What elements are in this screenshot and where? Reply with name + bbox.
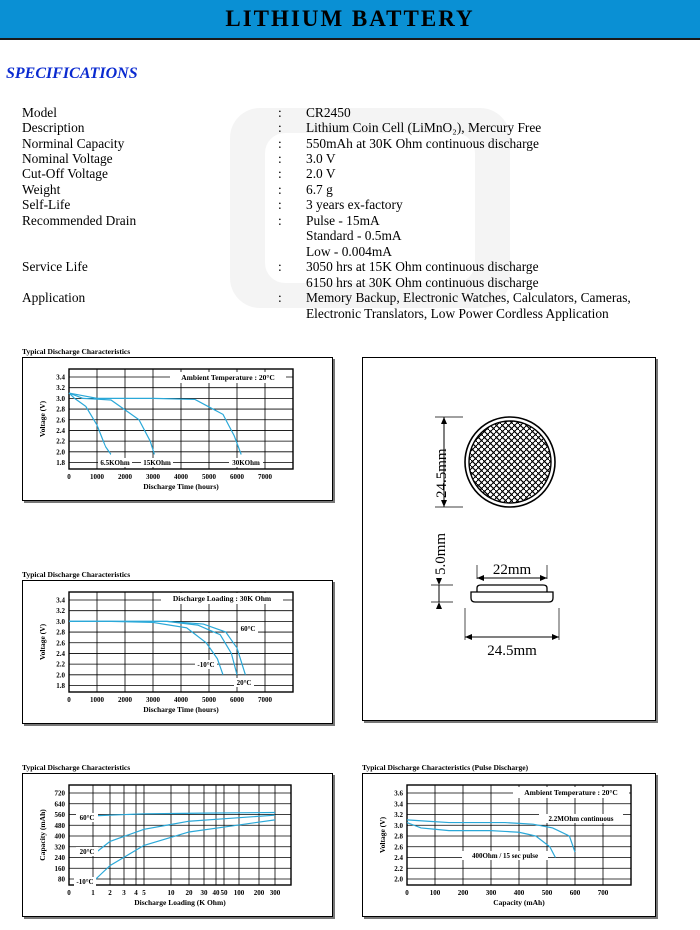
spec-value: Standard - 0.5mA	[306, 228, 402, 243]
series-label: 15KOhm	[143, 459, 171, 467]
x-tick-label: 100	[429, 889, 441, 897]
x-tick-label: 4	[134, 889, 138, 897]
height-label: 5.0mm	[433, 532, 449, 575]
y-tick-label: 2.4	[56, 649, 65, 658]
spec-label: Recommended Drain	[22, 213, 137, 228]
x-tick-label: 2	[108, 889, 112, 897]
y-tick-label: 2.4	[394, 854, 403, 862]
y-tick-label: 3.6	[394, 789, 403, 798]
y-tick-label: 2.2	[394, 864, 403, 873]
x-tick-label: 20	[185, 889, 193, 897]
spec-colon: :	[278, 105, 282, 120]
chart-3-panel	[22, 773, 333, 917]
spec-label: Weight	[22, 182, 61, 197]
x-tick-label: 1000	[90, 473, 104, 481]
y-tick-label: 560	[54, 811, 65, 819]
x-axis-title: Discharge Loading (K Ohm)	[134, 898, 226, 907]
series-label: 30KOhm	[232, 459, 260, 467]
x-tick-label: 0	[67, 889, 71, 897]
x-tick-label: 0	[405, 889, 409, 897]
spec-colon: :	[278, 290, 282, 305]
spec-label: Model	[22, 105, 57, 120]
x-tick-label: 5000	[202, 473, 216, 481]
y-tick-label: 80	[58, 875, 65, 884]
x-tick-label: 40	[212, 889, 220, 897]
spec-colon: :	[278, 151, 282, 166]
spec-colon: :	[278, 197, 282, 212]
x-tick-label: 6000	[230, 473, 244, 481]
spec-value: Electronic Translators, Low Power Cordless Application	[306, 306, 609, 321]
header-banner	[0, 0, 700, 40]
spec-value: 3050 hrs at 15K Ohm continuous discharge	[306, 259, 539, 274]
y-tick-label: 480	[54, 821, 65, 830]
x-tick-label: 500	[541, 889, 553, 897]
spec-label: Description	[22, 120, 85, 135]
x-tick-label: 4000	[174, 696, 188, 704]
spec-colon: :	[278, 120, 282, 135]
series-label: 6.5KOhm	[100, 459, 130, 467]
chart-4-panel	[362, 773, 656, 917]
y-tick-label: 2.8	[56, 628, 65, 637]
bottom-width-label: 24.5mm	[487, 643, 537, 659]
spec-value: Lithium Coin Cell (LiMnO₂), Mercury Free	[306, 120, 542, 135]
x-tick-label: 700	[597, 889, 609, 897]
chart-3-caption: Typical Discharge Characteristics	[22, 763, 131, 772]
x-tick-label: 600	[569, 889, 581, 897]
pulse-discharge-chart	[363, 774, 655, 916]
chart-2-panel	[22, 580, 333, 724]
spec-label: Service Life	[22, 259, 88, 274]
x-tick-label: 7000	[258, 696, 272, 704]
y-tick-label: 2.2	[56, 437, 65, 446]
spec-colon: :	[278, 259, 282, 274]
y-tick-label: 2.0	[56, 671, 65, 680]
page-title: LITHIUM BATTERY	[225, 6, 475, 31]
x-axis-title: Discharge Time (hours)	[143, 705, 219, 714]
x-tick-label: 5000	[202, 696, 216, 704]
coin-side-view	[471, 585, 553, 602]
y-tick-label: 400	[54, 832, 65, 841]
series-label: 400Ohm / 15 sec pulse	[471, 852, 539, 860]
chart-2-caption: Typical Discharge Characteristics	[22, 570, 131, 579]
y-tick-label: 720	[54, 789, 65, 798]
y-tick-label: 3.4	[394, 800, 403, 809]
y-tick-label: 640	[54, 800, 65, 809]
x-tick-label: 300	[269, 889, 281, 897]
series-label: 20°C	[79, 848, 95, 856]
y-tick-label: 3.2	[394, 811, 403, 819]
spec-label: Nominal Voltage	[22, 151, 113, 166]
x-tick-label: 0	[67, 473, 71, 481]
spec-colon: :	[278, 166, 282, 181]
spec-value: 3.0 V	[306, 151, 336, 166]
dimension-drawing-panel	[362, 357, 656, 721]
y-tick-label: 2.2	[56, 660, 65, 669]
series-label: 60°C	[79, 814, 95, 822]
height-dimension	[431, 578, 453, 609]
coin-top-view	[465, 417, 555, 507]
y-tick-label: 3.4	[56, 373, 65, 382]
y-tick-label: 1.8	[56, 682, 65, 690]
bottom-width-dimension	[465, 608, 559, 640]
x-tick-label: 400	[513, 889, 525, 897]
spec-label: Norminal Capacity	[22, 136, 125, 151]
top-width-label: 22mm	[492, 562, 532, 578]
coin-cell-drawing	[363, 358, 655, 720]
specifications-heading: SPECIFICATIONS	[6, 65, 138, 82]
spec-colon: :	[278, 136, 282, 151]
x-tick-label: 0	[67, 696, 71, 704]
spec-value: Memory Backup, Electronic Watches, Calculators, Cameras,	[306, 290, 631, 305]
y-tick-label: 3.4	[56, 596, 65, 605]
spec-value: 3 years ex-factory	[306, 197, 403, 212]
x-tick-label: 10	[167, 889, 175, 897]
y-tick-label: 160	[54, 864, 65, 873]
y-tick-label: 3.0	[394, 821, 403, 830]
y-tick-label: 2.6	[56, 416, 65, 425]
spec-value: Low - 0.004mA	[306, 244, 392, 259]
y-tick-label: 2.0	[56, 448, 65, 457]
y-tick-label: 2.8	[394, 832, 403, 841]
spec-colon: :	[278, 213, 282, 228]
x-tick-label: 7000	[258, 473, 272, 481]
series-label: 2.2MOhm continuous	[548, 815, 614, 823]
y-tick-label: 2.6	[394, 843, 403, 852]
spec-value: 6.7 g	[306, 182, 333, 197]
x-tick-label: 5	[142, 889, 146, 897]
x-tick-label: 200	[457, 889, 469, 897]
y-axis-title: Voltage (V)	[378, 816, 387, 854]
discharge-time-chart	[23, 358, 332, 500]
spec-label: Cut-Off Voltage	[22, 166, 108, 181]
y-tick-label: 320	[54, 843, 65, 852]
x-tick-label: 200	[253, 889, 265, 897]
y-tick-label: 2.6	[56, 639, 65, 648]
y-tick-label: 3.0	[56, 394, 65, 403]
spec-label: Self-Life	[22, 197, 71, 212]
series-label: 60°C	[240, 625, 256, 633]
capacity-loading-chart	[23, 774, 332, 916]
y-axis-title: Capacity (mAh)	[38, 809, 47, 861]
x-tick-label: 2000	[118, 473, 132, 481]
x-tick-label: 1	[91, 889, 95, 897]
chart-annotation: Discharge Loading : 30K Ohm	[172, 594, 272, 603]
spec-value: 2.0 V	[306, 166, 336, 181]
y-tick-label: 2.0	[394, 875, 403, 884]
y-tick-label: 1.8	[56, 459, 65, 467]
x-axis-title: Discharge Time (hours)	[143, 482, 219, 491]
x-tick-label: 3000	[146, 696, 160, 704]
chart-4-caption: Typical Discharge Characteristics (Pulse Discharge)	[362, 763, 529, 772]
y-tick-label: 240	[54, 854, 65, 862]
chart-1-caption: Typical Discharge Characteristics	[22, 347, 131, 356]
y-tick-label: 2.4	[56, 426, 65, 435]
x-axis-title: Capacity (mAh)	[493, 898, 545, 907]
diameter-label: 24.5mm	[434, 448, 450, 498]
x-tick-label: 300	[485, 889, 497, 897]
x-tick-label: 6000	[230, 696, 244, 704]
chart-1-panel	[22, 357, 333, 501]
x-tick-label: 1000	[90, 696, 104, 704]
discharge-loading-chart	[23, 581, 332, 723]
x-tick-label: 50	[220, 889, 228, 897]
series-label: -10°C	[76, 878, 94, 886]
chart-annotation: Ambient Temperature : 20°C	[181, 373, 275, 382]
x-tick-label: 30	[200, 889, 208, 897]
y-tick-label: 3.0	[56, 617, 65, 626]
series-label: -10°C	[197, 661, 215, 669]
series-label: 20°C	[236, 679, 252, 687]
y-axis-title: Voltage (V)	[38, 400, 47, 438]
spec-value: 6150 hrs at 30K Ohm continuous discharge	[306, 275, 539, 290]
spec-value: CR2450	[306, 105, 351, 120]
x-tick-label: 2000	[118, 696, 132, 704]
y-axis-title: Voltage (V)	[38, 623, 47, 661]
y-tick-label: 3.2	[56, 607, 65, 616]
spec-value: 550mAh at 30K Ohm continuous discharge	[306, 136, 539, 151]
x-tick-label: 3000	[146, 473, 160, 481]
x-tick-label: 4000	[174, 473, 188, 481]
x-tick-label: 100	[233, 889, 245, 897]
y-tick-label: 2.8	[56, 405, 65, 414]
spec-colon: :	[278, 182, 282, 197]
x-tick-label: 3	[122, 889, 126, 897]
spec-value: Pulse - 15mA	[306, 213, 380, 228]
chart-annotation: Ambient Temperature : 20°C	[524, 788, 618, 797]
spec-label: Application	[22, 290, 86, 305]
y-tick-label: 3.2	[56, 384, 65, 393]
